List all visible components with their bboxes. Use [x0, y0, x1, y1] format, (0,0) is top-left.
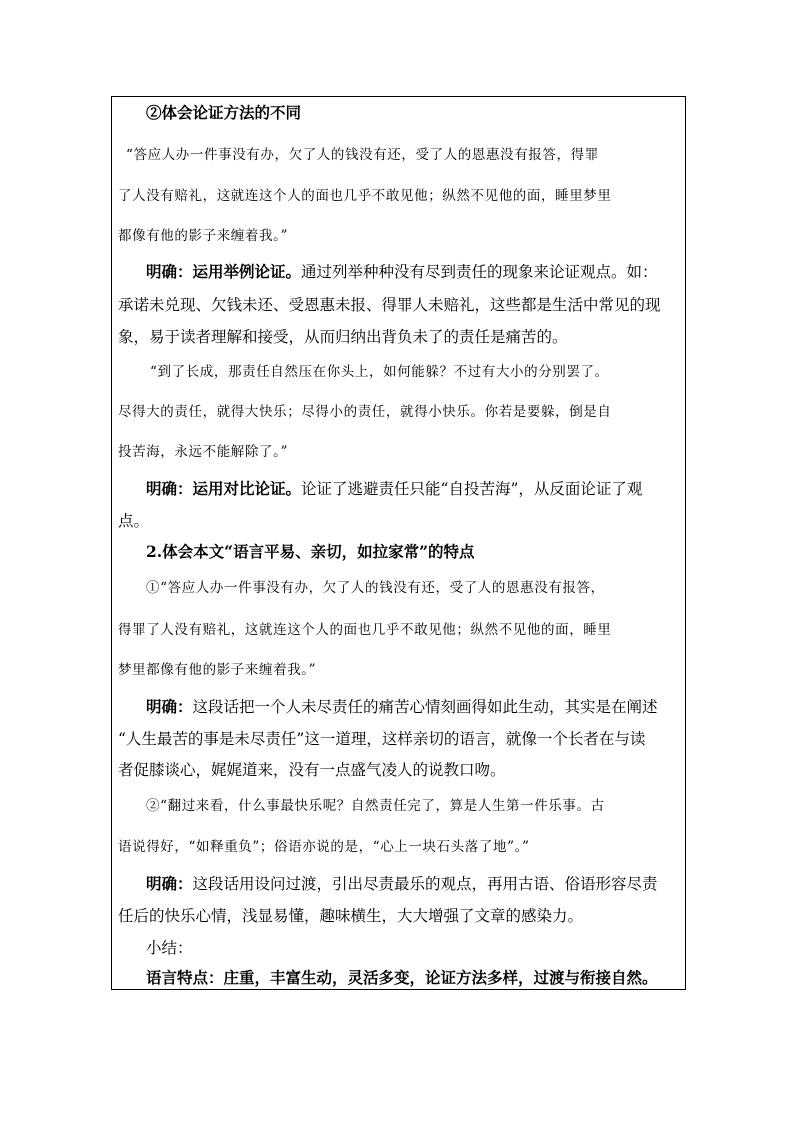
ming1-line3: 象，易于读者理解和接受，从而归纳出背负未了的责任是痛苦的。: [118, 328, 568, 346]
quote2-line1: “到了长成，那责任自然压在你头上，如何能躲？不过有大小的分别罢了。: [150, 364, 609, 380]
quote3-line1: ①“答应人办一件事没有办，欠了人的钱没有还，受了人的恩惠没有报答，: [146, 580, 605, 596]
quote3-line2: 得罪了人没有赔礼，这就连这个人的面也几乎不敢见他；纵然不见他的面，睡里: [118, 622, 612, 638]
ming3-line3: 者促膝谈心，娓娓道来，没有一点盛气凌人的说教口吻。: [118, 761, 506, 779]
ming4-rest: 这段话用设问过渡，引出尽责最乐的观点，再用古语、俗语形容尽责: [192, 875, 658, 893]
section-heading-methods: ②体会论证方法的不同: [146, 103, 302, 122]
quote2-line2: 尽得大的责任，就得大快乐；尽得小的责任，就得小快乐。你若是要躲，倒是自: [118, 404, 612, 420]
quote3-line3: 梦里都像有他的影子来缠着我。”: [118, 662, 317, 678]
ming3-rest: 这段话把一个人未尽责任的痛苦心情刻画得如此生动，其实是在阐述: [192, 698, 658, 716]
ming1-line1: [146, 262, 658, 282]
ming4-line2: 任后的快乐心情，浅显易懂，趣味横生，大大增强了文章的感染力。: [118, 907, 584, 925]
ming2-line2: 点。: [118, 512, 150, 530]
ming3-line2: “人生最苦的事是未尽责任”这一道理，这样亲切的语言，就像一个长者在与读: [118, 730, 646, 748]
quote4-line1: ②“翻过来看，什么事最快乐呢？自然责任完了，算是人生第一件乐事。古: [146, 798, 605, 814]
quote1-line2: 了人没有赔礼，这就连这个人的面也几乎不敢见他；纵然不见他的面，睡里梦里: [118, 188, 612, 204]
ming2-method: 运用对比论证。: [192, 479, 302, 498]
ming2-line1: [146, 479, 642, 499]
ming1-rest: 通过列举种种没有尽到责任的现象来论证观点。如：: [301, 263, 658, 281]
ming4-label: 明确：: [146, 874, 193, 893]
quote1-line1: “答应人办一件事没有办，欠了人的钱没有还，受了人的恩惠没有报答，得罪: [126, 147, 599, 163]
ming3-label: 明确：: [146, 697, 193, 716]
ming1-method: 运用举例论证。: [192, 262, 302, 281]
summary-label: 小结：: [146, 939, 193, 957]
quote4-line2: 语说得好，“如释重负”；俗语亦说的是，“心上一块石头落了地”。”: [118, 839, 530, 855]
ming1-label: 明确：: [146, 262, 193, 281]
ming2-label: 明确：: [146, 479, 193, 498]
section-heading-language: 2.体会本文“语言平易、亲切，如拉家常”的特点: [146, 542, 475, 561]
ming2-rest: 论证了逃避责任只能“自投苦海”，从反面论证了观: [301, 480, 643, 498]
ming3-line1: [146, 697, 658, 717]
quote2-line3: 投苦海，永远不能解除了。”: [118, 444, 288, 460]
quote1-line3: 都像有他的影子来缠着我。”: [118, 228, 288, 244]
ming1-line2: 承诺未兑现、欠钱未还、受恩惠未报、得罪人未赔礼，这些都是生活中常见的现: [118, 296, 661, 314]
ming4-line1: [146, 874, 658, 894]
summary-text: 语言特点：庄重，丰富生动，灵活多变，论证方法多样，过渡与衔接自然。: [146, 968, 658, 987]
